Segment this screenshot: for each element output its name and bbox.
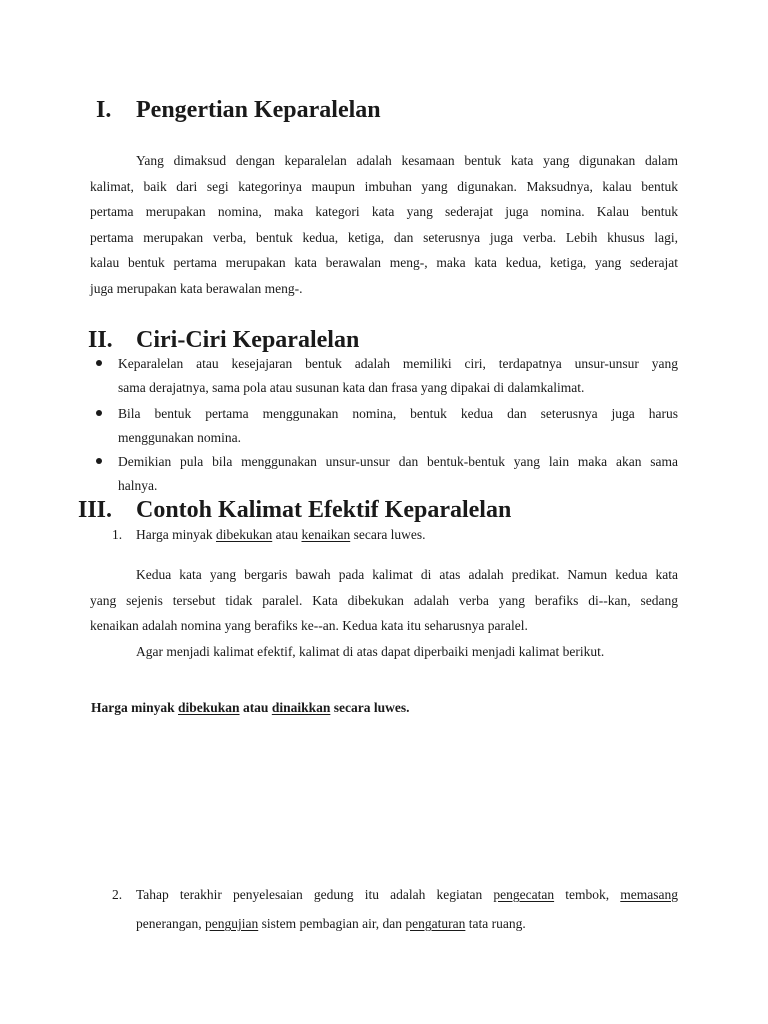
section-number: II. xyxy=(88,327,113,353)
example-number: 1. xyxy=(112,527,123,542)
section-title: Pengertian Keparalelan xyxy=(136,97,381,123)
underlined-word: kenaikan xyxy=(301,527,351,542)
intro-paragraph xyxy=(90,148,678,302)
example-number: 2. xyxy=(112,887,123,902)
paragraph-line: pertama merupakan nomina, maka kategori kata yang sederajat juga nomina. Kalau bentuk xyxy=(90,204,678,220)
paragraph-line: kalimat, baik dari segi kategorinya maupun imbuhan yang digunakan. Maksudnya, kalau bentuk xyxy=(90,178,678,194)
example-text: penerangan, xyxy=(136,916,205,931)
paragraph-line: pertama merupakan verba, bentuk kedua, ketiga, dan seterusnya juga verba. Lebih khusus lagi, xyxy=(90,229,678,245)
section-number: III. xyxy=(78,497,113,523)
bullet-icon xyxy=(96,410,102,416)
paragraph-line: Yang dimaksud dengan keparalelan adalah kesamaan bentuk kata yang digunakan dalam xyxy=(136,153,678,168)
example-text: tata ruang. xyxy=(465,916,526,931)
bullet-item xyxy=(118,352,678,400)
underlined-word: dibekukan xyxy=(215,527,273,542)
corrected-text-mid: atau xyxy=(239,700,272,715)
underlined-word: dinaikkan xyxy=(271,700,331,715)
bullet-item xyxy=(118,402,678,450)
section-title: Contoh Kalimat Efektif Keparalelan xyxy=(136,497,512,523)
section-heading-1 xyxy=(0,96,768,124)
corrected-sentence xyxy=(91,699,409,717)
explanation-paragraph xyxy=(90,562,678,664)
corrected-text-pre: Harga minyak xyxy=(91,700,179,715)
underlined-word: pengaturan xyxy=(405,916,466,931)
paragraph-line: Kedua kata yang bergaris bawah pada kalimat di atas adalah predikat. Namun kedua kata xyxy=(136,567,678,582)
example-text: sistem pembagian air, dan xyxy=(258,916,406,931)
example-text-mid: atau xyxy=(272,527,302,542)
example-item-1 xyxy=(112,526,426,544)
section-number: I. xyxy=(96,97,112,123)
example-text-pre: Harga minyak xyxy=(136,527,216,542)
section-heading-2 xyxy=(0,326,768,354)
section-title: Ciri-Ciri Keparalelan xyxy=(136,327,360,353)
bullet-line: Keparalelan atau kesejajaran bentuk adalah memiliki ciri, terdapatnya unsur-unsur yang xyxy=(118,356,678,371)
bullet-icon xyxy=(96,360,102,366)
example-text-post: secara luwes. xyxy=(350,527,426,542)
underlined-word: dibekukan xyxy=(178,700,240,715)
underlined-word: memasang xyxy=(620,887,678,902)
underlined-word: pengecatan xyxy=(493,887,555,902)
bullet-item xyxy=(118,450,678,498)
section-heading-3 xyxy=(0,496,768,524)
paragraph-line: Agar menjadi kalimat efektif, kalimat di atas dapat diperbaiki menjadi kalimat berikut. xyxy=(136,643,605,659)
example-text: tembok, xyxy=(554,887,621,902)
bullet-line: Demikian pula bila menggunakan unsur-unsur dan bentuk-bentuk yang lain maka akan sama xyxy=(118,454,678,469)
bullet-line: halnya. xyxy=(118,478,158,493)
bullet-line: menggunakan nomina. xyxy=(118,430,241,445)
paragraph-line: yang sejenis tersebut tidak paralel. Kata dibekukan adalah verba yang berafiks di--kan, sedang xyxy=(90,592,678,608)
underlined-word: pengujian xyxy=(204,916,259,931)
bullet-line: sama derajatnya, sama pola atau susunan kata dan frasa yang dipakai di dalamkalimat. xyxy=(118,380,585,395)
corrected-text-post: secara luwes. xyxy=(330,700,410,715)
paragraph-line: kalau bentuk pertama merupakan kata berawalan meng-, maka kata kedua, ketiga, yang sederajat xyxy=(90,255,678,271)
bullet-line: Bila bentuk pertama menggunakan nomina, bentuk kedua dan seterusnya juga harus xyxy=(118,406,678,421)
bullet-icon xyxy=(96,458,102,464)
paragraph-line: kenaikan adalah nomina yang berafiks ke--an. Kedua kata itu seharusnya paralel. xyxy=(90,618,528,634)
paragraph-line: juga merupakan kata berawalan meng-. xyxy=(90,280,303,296)
example-line-1 xyxy=(136,886,678,915)
example-item-2 xyxy=(112,886,678,933)
example-text: Tahap terakhir penyelesaian gedung itu adalah kegiatan xyxy=(136,887,494,902)
example-line-2 xyxy=(136,915,678,933)
